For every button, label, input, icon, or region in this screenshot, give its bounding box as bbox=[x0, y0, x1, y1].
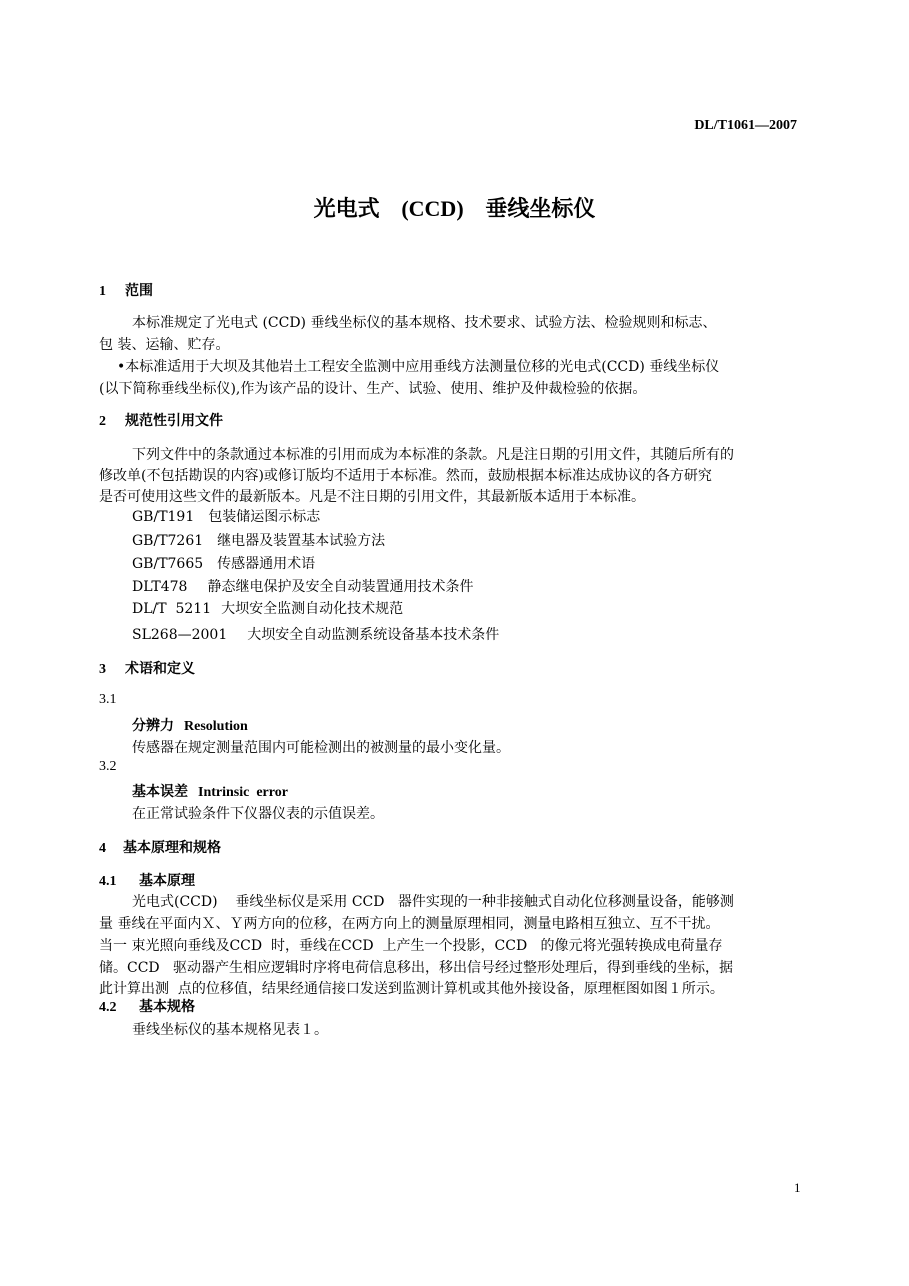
section-number: 1 bbox=[99, 284, 106, 299]
reference-code: GB/T7665 bbox=[132, 556, 204, 572]
reference-title: 大坝安全自动监测系统设备基本技术条件 bbox=[247, 627, 500, 643]
s1-paragraph-1-line-1: 本标准规定了光电式 (CCD) 垂线坐标仪的基本规格、技术要求、试验方法、检验规则和标志、 bbox=[132, 315, 717, 331]
section-number: 3 bbox=[99, 662, 106, 677]
term-english: Resolution bbox=[184, 719, 248, 734]
section-title: 范围 bbox=[125, 283, 153, 299]
term-chinese: 基本误差 bbox=[132, 784, 188, 800]
term-heading bbox=[132, 715, 248, 735]
section-1-heading bbox=[99, 280, 153, 300]
document-code: DL/T1061—2007 bbox=[694, 118, 797, 133]
s4-2-text: 垂线坐标仪的基本规格见表１。 bbox=[132, 1022, 328, 1038]
page-number: 1 bbox=[794, 1180, 801, 1195]
s2-paragraph-line-1: 下列文件中的条款通过本标准的引用而成为本标准的条款。凡是注日期的引用文件，其随后所有的 bbox=[132, 447, 734, 463]
section-2-heading bbox=[99, 410, 223, 430]
section-title: 术语和定义 bbox=[125, 661, 195, 677]
reference-item bbox=[132, 576, 473, 596]
term-english: Intrinsic error bbox=[198, 785, 288, 800]
subsection-number: 4.1 bbox=[99, 874, 117, 889]
section-4-heading bbox=[99, 837, 221, 857]
reference-code: DL/T 5211 bbox=[132, 601, 212, 617]
section-title: 规范性引用文件 bbox=[125, 413, 223, 429]
title-cn-a: 光电式 bbox=[313, 197, 380, 222]
reference-item bbox=[132, 530, 385, 550]
s2-paragraph-line-2: 修改单(不包括勘误的内容)或修订版均不适用于本标准。然而，鼓励根据本标准达成协议的各方研究 bbox=[99, 468, 712, 484]
s4-paragraph-line-5: 此计算出测 点的位移值，结果经通信接口发送到监测计算机或其他外接设备，原理框图如图１所示。 bbox=[99, 981, 724, 997]
reference-item bbox=[132, 506, 320, 526]
section-number: 4 bbox=[99, 841, 106, 856]
reference-item bbox=[132, 598, 403, 618]
s1-paragraph-2-line-1: •本标准适用于大坝及其他岩土工程安全监测中应用垂线方法测量位移的光电式(CCD) 垂线坐标仪 bbox=[117, 359, 720, 375]
section-3-heading bbox=[99, 658, 195, 678]
title-latin: (CCD) bbox=[401, 196, 464, 221]
subsection-number: 4.2 bbox=[99, 1000, 117, 1015]
term-definition: 传感器在规定测量范围内可能检测出的被测量的最小变化量。 bbox=[132, 740, 510, 756]
reference-code: DLT478 bbox=[132, 579, 188, 595]
s4-paragraph-line-4: 储。CCD 驱动器产生相应逻辑时序将电荷信息移出，移出信号经过整形处理后，得到垂线的坐标，据 bbox=[99, 960, 733, 976]
s2-paragraph-line-3: 是否可使用这些文件的最新版本。凡是不注日期的引用文件，其最新版本适用于本标准。 bbox=[99, 489, 645, 505]
s4-paragraph-line-2: 量 垂线在平面内Ｘ、Ｙ两方向的位移，在两方向上的测量原理相同，测量电路相互独立、互不干扰。 bbox=[99, 916, 720, 932]
subsection-title: 基本规格 bbox=[139, 999, 195, 1015]
term-heading bbox=[132, 781, 288, 801]
subsection-4-1-heading bbox=[99, 870, 195, 890]
reference-title: 传感器通用术语 bbox=[217, 556, 316, 572]
reference-title: 包装储运图示标志 bbox=[208, 509, 321, 525]
s4-paragraph-line-3: 当一 束光照向垂线及CCD 时，垂线在CCD 上产生一个投影，CCD 的像元将光强转换成电荷量存 bbox=[99, 938, 723, 954]
term-number: 3.2 bbox=[99, 759, 117, 774]
s1-paragraph-2-line-2: (以下简称垂线坐标仪),作为该产品的设计、生产、试验、使用、维护及仲裁检验的依据。 bbox=[99, 381, 647, 397]
reference-title: 继电器及装置基本试验方法 bbox=[217, 533, 386, 549]
section-number: 2 bbox=[99, 414, 106, 429]
term-chinese: 分辨力 bbox=[132, 718, 174, 734]
subsection-4-2-heading bbox=[99, 996, 195, 1016]
reference-item bbox=[132, 624, 499, 644]
subsection-title: 基本原理 bbox=[139, 873, 195, 889]
term-definition: 在正常试验条件下仪器仪表的示值误差。 bbox=[132, 806, 384, 822]
section-title: 基本原理和规格 bbox=[123, 840, 221, 856]
s4-paragraph-line-1: 光电式(CCD) 垂线坐标仪是采用 CCD 器件实现的一种非接触式自动化位移测量设备，能够测 bbox=[132, 894, 734, 910]
title-cn-b: 垂线坐标仪 bbox=[485, 197, 596, 222]
reference-title: 大坝安全监测自动化技术规范 bbox=[221, 601, 404, 617]
term-number: 3.1 bbox=[99, 692, 117, 707]
reference-title: 静态继电保护及安全自动装置通用技术条件 bbox=[207, 579, 474, 595]
reference-code: GB/T7261 bbox=[132, 533, 204, 549]
reference-code: GB/T191 bbox=[132, 509, 195, 525]
reference-code: SL268—2001 bbox=[132, 627, 228, 643]
s1-paragraph-1-line-2: 包 装、运输、贮存。 bbox=[99, 337, 230, 353]
reference-item bbox=[132, 553, 315, 573]
document-title bbox=[0, 192, 909, 223]
